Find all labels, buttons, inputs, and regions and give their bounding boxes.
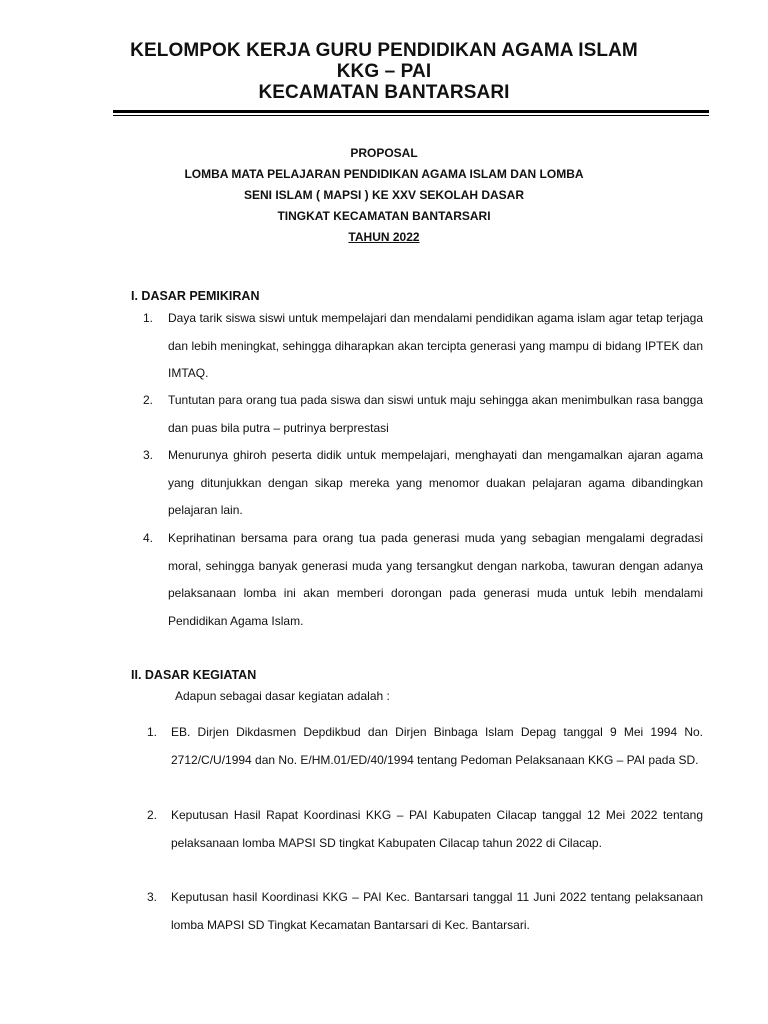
list-item-text: Keputusan Hasil Rapat Koordinasi KKG – PAI Kabupaten Cilacap tanggal 12 Mei 2022 tentang pelaksanaan lomba MAPSI SD tingkat Kabupaten Cilacap tahun 2022 di Cilacap. [171, 808, 703, 850]
list-item [147, 884, 703, 939]
list-item-text: Keprihatinan bersama para orang tua pada generasi muda yang sebagian mengalami degradasi moral, sehingga banyak generasi muda yang tersangkut dengan narkoba, tawuran dengan adanya pelaksanaan lomba ini akan memberi dorongan pada generasi muda untuk lebih mendalami Pendidikan Agama Islam. [168, 531, 703, 628]
list-item-number: 2. [143, 393, 154, 407]
section-heading-dasar-pemikiran: I. DASAR PEMIKIRAN [131, 289, 260, 303]
list-item [143, 525, 703, 635]
header-organization: KELOMPOK KERJA GURU PENDIDIKAN AGAMA ISLAM [130, 40, 638, 61]
list-item-text: Keputusan hasil Koordinasi KKG – PAI Kec. Bantarsari tanggal 11 Juni 2022 tentang pelaksanaan lomba MAPSI SD Tingkat Kecamatan Bantarsari di Kec. Bantarsari. [171, 890, 703, 932]
header-abbreviation: KKG – PAI [336, 61, 432, 82]
header-rule-thick [113, 110, 709, 113]
list-item-text: Menurunya ghiroh peserta didik untuk mempelajari, menghayati dan mengamalkan ajaran agama yang ditunjukkan dengan sikap mereka yang menomor duakan pelajaran agama dibandingkan pelajaran lain. [168, 448, 703, 517]
proposal-title-line-3: TINGKAT KECAMATAN BANTARSARI [277, 209, 491, 223]
proposal-label: PROPOSAL [350, 146, 418, 160]
list-item-text: Tuntutan para orang tua pada siswa dan siswi untuk maju sehingga akan menimbulkan rasa bangga dan puas bila putra – putrinya berprestasi [168, 393, 703, 435]
header-district: KECAMATAN BANTARSARI [258, 82, 510, 103]
list-item-text: Daya tarik siswa siswi untuk mempelajari dan mendalami pendidikan agama islam agar tetap terjaga dan lebih meningkat, sehingga diharapkan akan tercipta generasi yang mampu di bidang IPTEK dan IMTAQ. [168, 311, 703, 380]
list-item-number: 4. [143, 531, 154, 545]
list-item [147, 802, 703, 857]
list-item-number: 1. [147, 725, 158, 739]
header-rule-thin [113, 115, 709, 116]
list-item [147, 719, 703, 774]
document-header [0, 40, 768, 103]
list-item [143, 442, 703, 525]
list-item-number: 3. [143, 448, 154, 462]
proposal-title-block [0, 143, 768, 248]
list-item [143, 305, 703, 388]
list-item-text: EB. Dirjen Dikdasmen Depdikbud dan Dirjen Binbaga Islam Depag tanggal 9 Mei 1994 No. 2712/C/U/1994 dan No. E/HM.01/ED/40/1994 tentang Pedoman Pelaksanaan KKG – PAI pada SD. [171, 725, 703, 767]
list-item-number: 1. [143, 311, 154, 325]
list-item-number: 3. [147, 890, 158, 904]
section-heading-dasar-kegiatan: II. DASAR KEGIATAN [131, 668, 257, 682]
proposal-title-line-2: SENI ISLAM ( MAPSI ) KE XXV SEKOLAH DASAR [243, 188, 525, 202]
proposal-year: TAHUN 2022 [348, 230, 420, 244]
list-item [143, 387, 703, 442]
proposal-title-line-1: LOMBA MATA PELAJARAN PENDIDIKAN AGAMA ISLAM DAN LOMBA [184, 167, 584, 181]
list-item-number: 2. [147, 808, 158, 822]
section-intro: Adapun sebagai dasar kegiatan adalah : [175, 689, 390, 703]
